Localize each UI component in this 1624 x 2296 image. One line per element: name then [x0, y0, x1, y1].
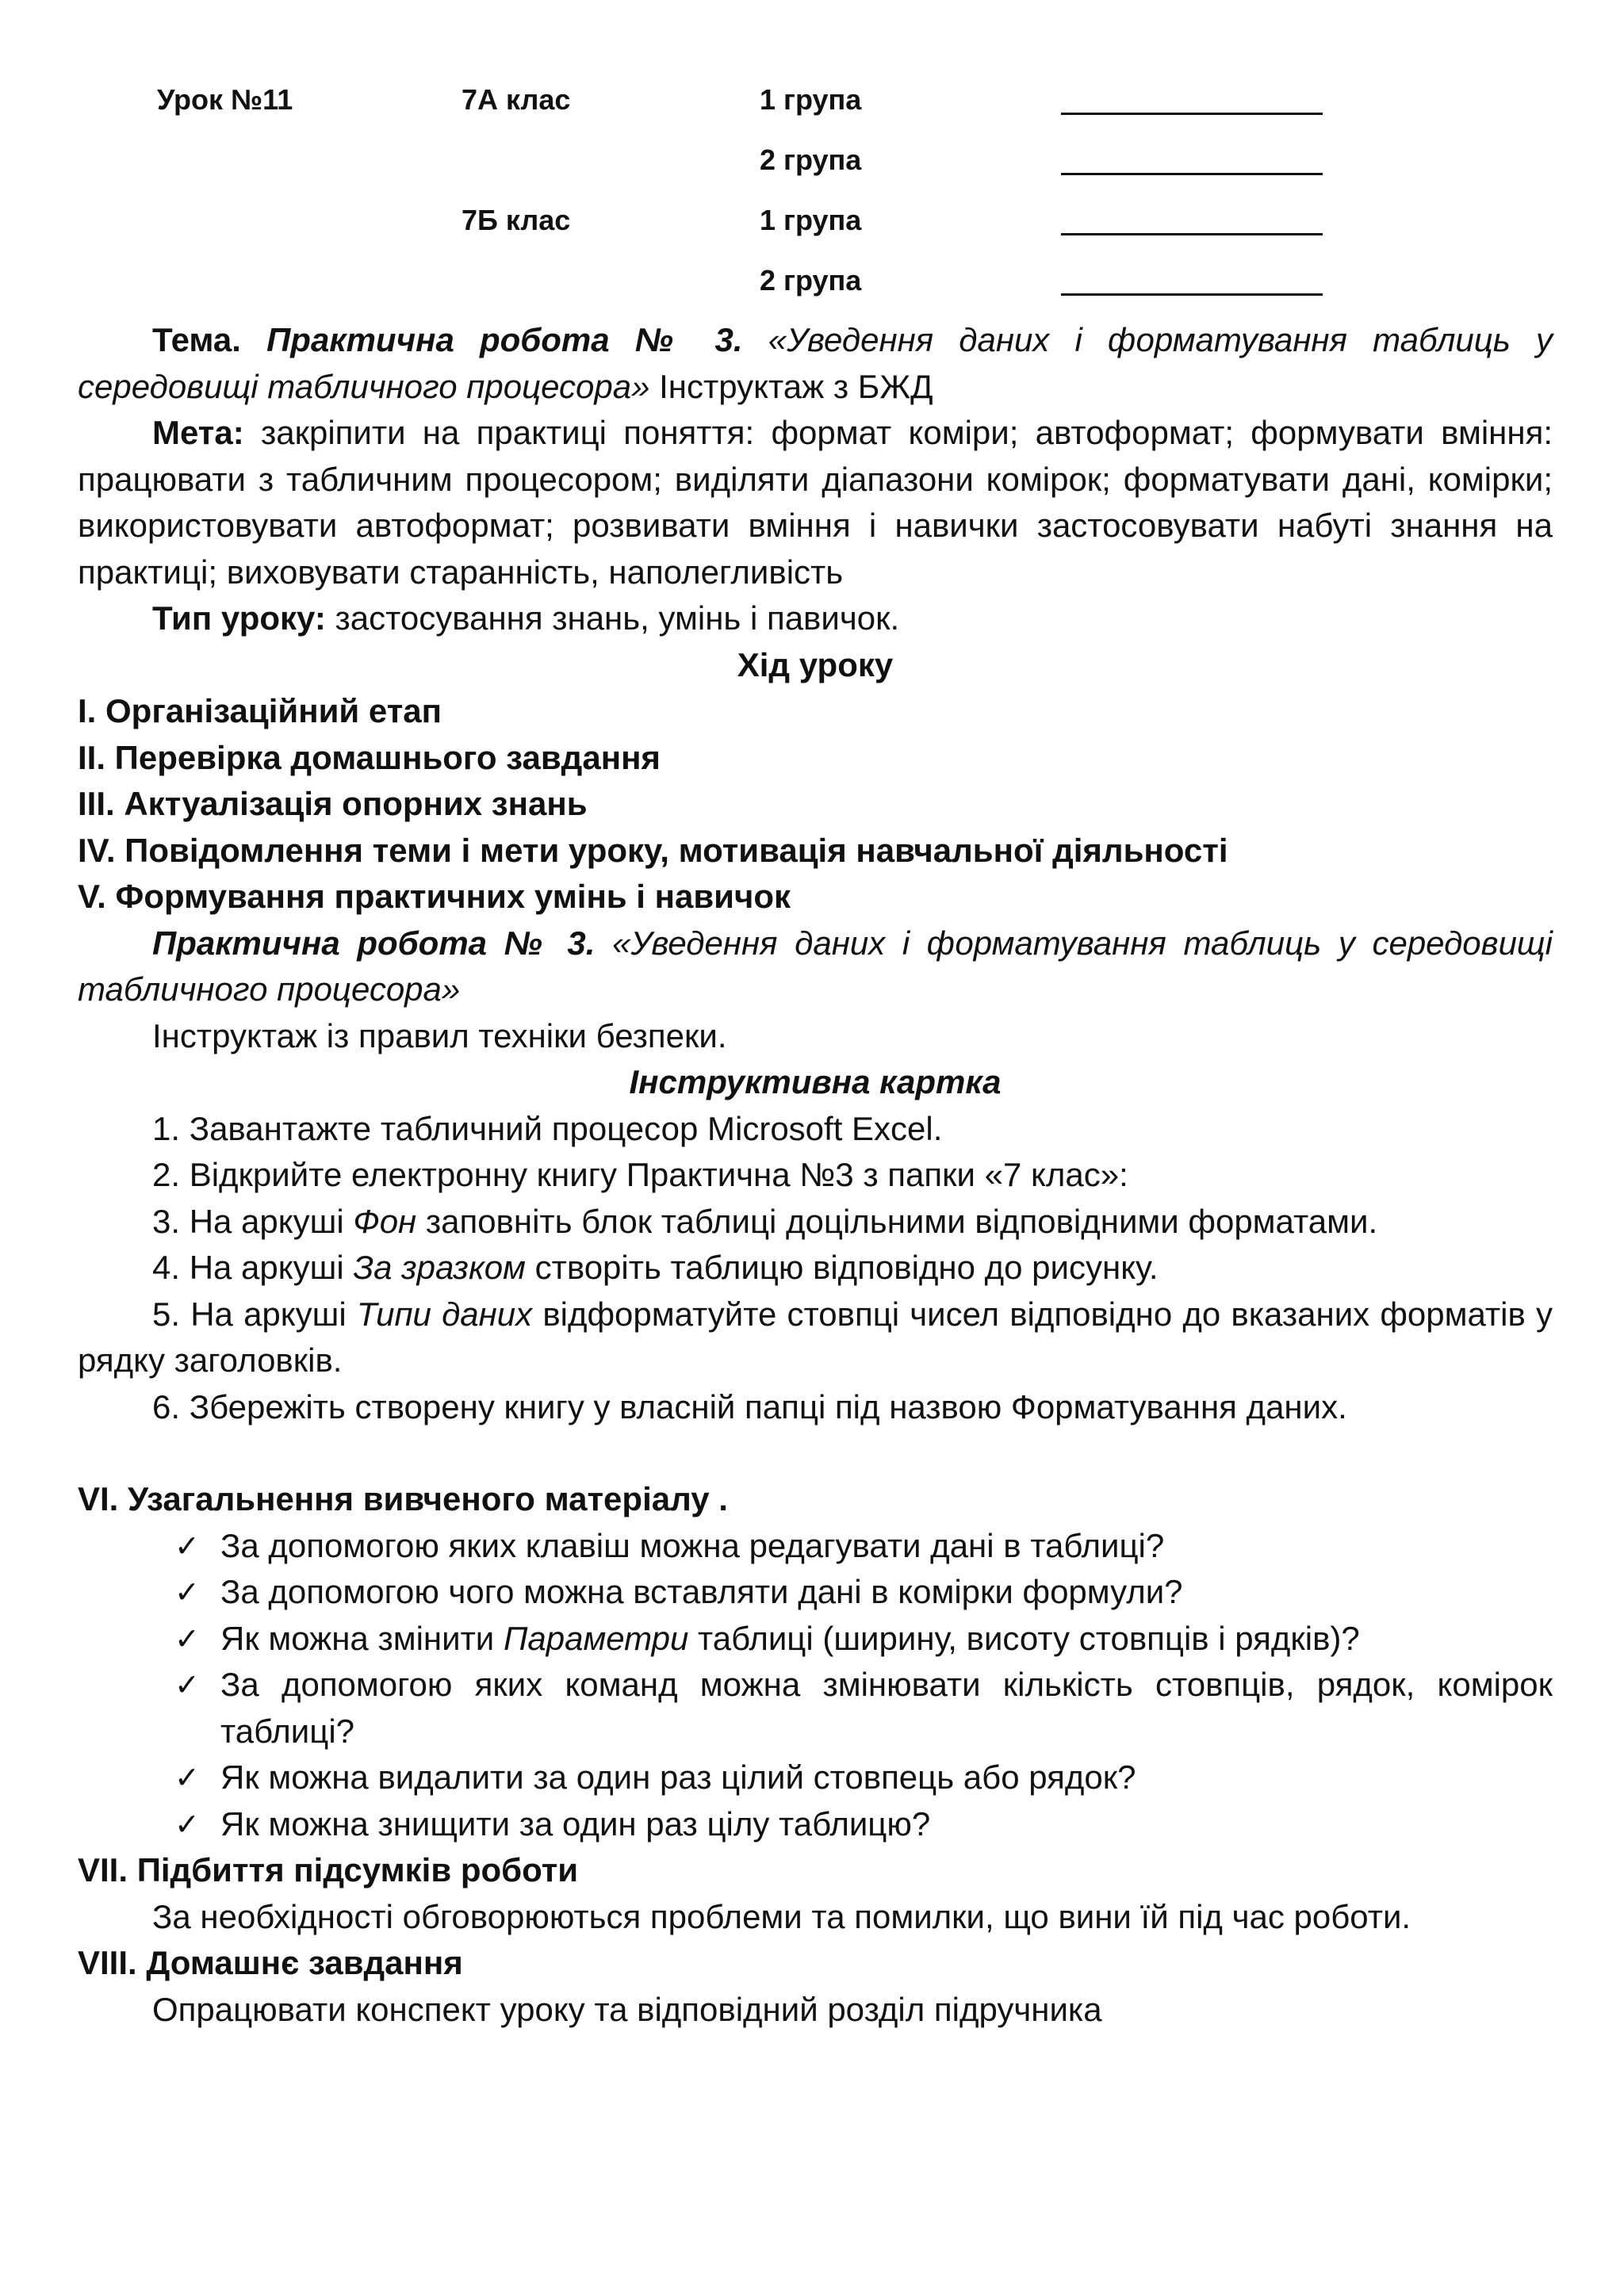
stage-5-heading: V. Формування практичних умінь і навичок	[78, 878, 791, 915]
goal-label: Мета:	[152, 414, 244, 451]
lesson-type-text: застосування знань, умінь і павичок.	[325, 599, 900, 637]
goal-paragraph	[78, 410, 1553, 595]
checkmark-icon: ✓	[174, 1575, 200, 1609]
step-4-text-start: 4. На аркуші	[152, 1249, 354, 1286]
checkmark-icon: ✓	[174, 1760, 200, 1795]
review-question-text: Як можна знищити за один раз цілу таблицю?	[220, 1804, 931, 1843]
practical-work-label: Практична робота № 3.	[152, 924, 596, 962]
lesson-number: Урок №11	[157, 83, 293, 116]
review-question	[78, 1801, 1553, 1848]
section-spacer	[78, 1430, 1553, 1476]
safety-briefing: Інструктаж із правил техніки безпеки.	[152, 1016, 727, 1054]
practical-work-title: «Уведення даних і форматування таблиць у середовищі табличного процесора»	[78, 924, 1553, 1008]
step-4-sheet-name: За зразком	[353, 1249, 526, 1286]
topic-suffix: Інструктаж з БЖД	[649, 367, 933, 405]
step-3-text-end: заповніть блок таблиці доцільними відповідними форматами.	[416, 1202, 1378, 1240]
topic-paragraph	[78, 317, 1553, 410]
course-title: Хід уроку	[737, 645, 894, 683]
step-4	[78, 1245, 1553, 1292]
class-7b-group2-blank	[1061, 293, 1323, 296]
review-question	[78, 1616, 1553, 1663]
class-7a-group2-blank	[1061, 173, 1323, 175]
instruction-card-title: Інструктивна картка	[629, 1063, 1002, 1100]
topic-label: Тема.	[152, 321, 241, 358]
review-question	[78, 1569, 1553, 1616]
step-3-text-start: 3. На аркуші	[152, 1202, 354, 1240]
goal-text: закріпити на практиці поняття: формат коміри; автоформат; формувати вміння: працювати з табличним процесором; виділяти діапазони комірок; форматувати дані, комірки; використовувати автоформат; розвивати вміння і навички застосовувати набуті знання на практиці; виховувати старанність, наполегливість	[78, 414, 1553, 591]
homework-text: Опрацювати конспект уроку та відповідний розділ підручника	[152, 1990, 1102, 2028]
step-2: 2. Відкрийте електронну книгу Практична №3 з папки «7 клас»:	[152, 1156, 1128, 1193]
checkmark-icon: ✓	[174, 1667, 200, 1702]
step-3	[78, 1199, 1553, 1246]
class-7a-label: 7А клас	[462, 83, 571, 116]
stage-4-heading: IV. Повідомлення теми і мети уроку, мотивація навчальної діяльності	[78, 831, 1228, 869]
stage-8-heading: VIII. Домашнє завдання	[78, 1944, 463, 1981]
stage-2-heading: II. Перевірка домашнього завдання	[78, 738, 661, 776]
class-7b-group2: 2 група	[760, 264, 862, 297]
step-1: 1. Завантажте табличний процесор Microsoft Excel.	[152, 1109, 943, 1147]
step-5-sheet-name: Типи даних	[356, 1295, 533, 1333]
review-question	[78, 1523, 1553, 1570]
class-7a-group1: 1 група	[760, 83, 862, 116]
step-6: 6. Збережіть створену книгу у власній папці під назвою Форматування даних.	[152, 1387, 1347, 1425]
class-7b-label: 7Б клас	[462, 204, 571, 236]
step-4-text-end: створіть таблицю відповідно до рисунку.	[525, 1249, 1159, 1286]
review-question-parameters: Параметри	[503, 1619, 689, 1657]
review-questions-list	[78, 1523, 1553, 1848]
step-3-sheet-name: Фон	[353, 1202, 417, 1240]
summary-text: За необхідності обговорюються проблеми та помилки, що вини їй під час роботи.	[152, 1897, 1411, 1935]
topic-title: «Уведення даних і форматування таблиць у середовищі табличного процесора»	[78, 321, 1553, 405]
checkmark-icon: ✓	[174, 1621, 200, 1656]
lesson-plan-body	[78, 317, 1553, 2033]
review-question-text-start: Як можна змінити	[220, 1619, 504, 1657]
review-question-text: За допомогою чого можна вставляти дані в комірки формули?	[220, 1573, 1183, 1610]
checkmark-icon: ✓	[174, 1806, 200, 1842]
review-question-text: Як можна видалити за один раз цілий стовпець або рядок?	[220, 1758, 1136, 1796]
lesson-type-paragraph	[78, 595, 1553, 642]
topic-work: Практична робота № 3.	[266, 321, 743, 358]
review-question-text-end: таблиці (ширину, висоту стовпців і рядків)?	[688, 1619, 1360, 1657]
checkmark-icon: ✓	[174, 1528, 200, 1563]
class-7b-group1: 1 група	[760, 204, 862, 236]
step-5-text-end: відформатуйте стовпці чисел відповідно до вказаних форматів у рядку заголовків.	[78, 1295, 1553, 1379]
class-7a-group2: 2 група	[760, 144, 862, 176]
stage-1-heading: I. Організаційний етап	[78, 692, 442, 729]
stage-6-heading: VI. Узагальнення вивченого матеріалу .	[78, 1480, 728, 1517]
review-question	[78, 1662, 1553, 1755]
stage-3-heading: III. Актуалізація опорних знань	[78, 785, 588, 822]
review-question-text: За допомогою яких клавіш можна редагувати дані в таблиці?	[220, 1526, 1165, 1564]
lesson-type-label: Тип уроку:	[152, 599, 326, 637]
practical-work-paragraph	[78, 920, 1553, 1013]
class-7a-group1-blank	[1061, 113, 1323, 115]
step-5-text-start: 5. На аркуші	[152, 1295, 357, 1333]
class-7b-group1-blank	[1061, 233, 1323, 235]
step-5	[78, 1292, 1553, 1384]
review-question	[78, 1755, 1553, 1801]
review-question-text: За допомогою яких команд можна змінювати кількість стовпців, рядок, комірок таблиці?	[220, 1666, 1553, 1750]
stage-7-heading: VII. Підбиття підсумків роботи	[78, 1851, 579, 1888]
